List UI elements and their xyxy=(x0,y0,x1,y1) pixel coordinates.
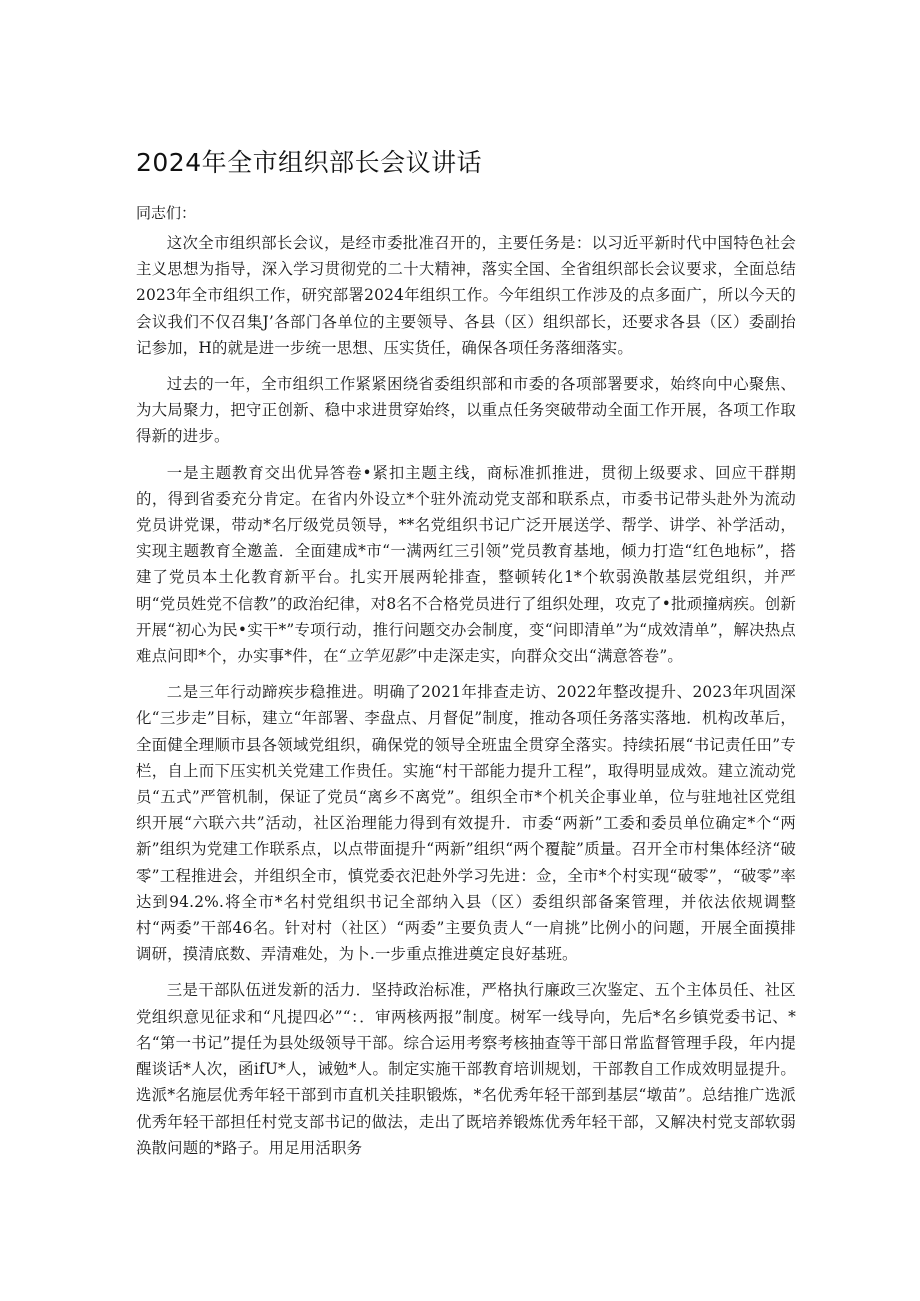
paragraph-three-year-action: 二是三年行动蹄疾步稳推进。明确了2021年排查走访、2022年整改提升、2023年巩固深化“三步走”目标，建立“年部署、李盘点、月督促”制度，推动各项任务落实落地．机构改革后，全面健全理顺市县各领域党组织，确保党的领导全班盅全贯穿全落实。持续拓展“书记责任田”专栏，自上而下压实机关党建工作贵任。实施“村干部能力提升工程”，取得明显成效。建立流动党员“五式”严管机制，保证了党员“离乡不离党”。组织全市*个机关企事业单，位与驻地社区党组织开展“六联六共”活动，社区治理能力得到有效提升．市委“两新”工委和委员单位确定*个“两新”组织为党建工作联系点，以点带面提升“两新”组织“两个覆靛”质量。召开全市村集体经济“破零”工程推进会，并组织全市，慎党委衣汜赴外学习先进：佥，全市*个村实现“破零”，“破零”率达到94.2%.将全市*名村党组织书记全部纳入县（区）委组织部备案管理，并依法依规调整村“两委”干部46名。针对村（社区）“两委”主要负责人“一肩挑”比例小的问题，开展全面摸排调研，摸清底数、弄清难处，为卜.一步重点推进奠定良好基班。 xyxy=(136,683,796,964)
salutation: 同志们： xyxy=(136,204,197,222)
emphasis-phrase: “立竿见影” xyxy=(338,647,418,666)
paragraph-review: 过去的一年，全市组织工作紧紧困绕省委组织部和市委的各项部署要求，始终向中心聚焦、为大局聚力，把守正创新、稳中求进贯穿始终，以重点任务突破带动全面工作开展，各项工作取得新的进步。 xyxy=(136,375,796,446)
paragraph-intro: 这次全市组织部长会议，是经市委批准召开的，主要任务是：以习近平新时代中国特色社会主义思想为指导，深入学习贯彻党的二十大精神，落实全国、全省组织部长会议要求，全面总结2023年全市组织工作，研究部署2024年组织工作。今年组织工作涉及的点多面广，所以今天的会议我们不仅召集J’各部门各单位的主要领导、各县（区）组织部长，还要求各县（区）委副抬记参加，H的就是进一步统一思想、压实货任，确保各项任务落细落实。 xyxy=(136,234,796,357)
document-title: 2024年全市组织部长会议讲话 xyxy=(136,148,483,177)
paragraph-theme-education-tail: 中走深走实，向群众交出“满意答卷”。 xyxy=(417,647,683,666)
paragraph-cadre-team: 三是干部队伍迸发新的活力．坚持政治标准，严格执行廉政三次鉴定、五个主体员任、社区党组织意见征求和“凡提四必”“：．审两核两报”制度。树军一线导向，先后*名乡镇党委书记、*名“第一书记”提任为县处级领导干部。综合运用考察考核抽查等干部日常监督管理手段，年内提醒谈话*人次，函ifU*人，诫勉*人。制定实施干部教育培训规划，干部教自工作成效明显提升。选派*名施层优秀年轻干部到市直机关挂职锻炼，*名优秀年轻干部到基层“墩苗”。总结推广选派优秀年轻干部担任村党支部书记的做法，走出了既培养锻炼优秀年轻干部，又解决村党支部软弱涣散问题的*路子。用足用活职务 xyxy=(136,981,796,1157)
document-body xyxy=(136,230,796,1171)
paragraph-theme-education xyxy=(136,460,796,670)
paragraph-theme-education-text: 一是主题教育交出优异答卷•紧扣主题主线，商标准抓推进，贯彻上级要求、回应干群期的，得到省委充分肯定。在省内外设立*个驻外流动党支部和联系点，市委书记带头赴外为流动党员讲党课，带动*名厅级党员领导，**名党组织书记广泛开展送学、帮学、讲学、补学活动，实现主题教育全邀盖．全面建成*市“一满两红三引领”党员教育基地，倾力打造“红色地标”，搭建了党员本土化教育新平台。扎实开展两轮排查，整顿转化1*个软弱涣散基层党组织，并严明“党员姓党不信教”的政治纪律，对8名不合格党员进行了组织处理，攻克了•批顽撞病疾。创新开展“初心为民•实干*”专项行动，推行问题交办会制度，变“问即清单”为“成效清单”，解决热点难点问即*个，办实事*件，在 xyxy=(136,463,796,666)
